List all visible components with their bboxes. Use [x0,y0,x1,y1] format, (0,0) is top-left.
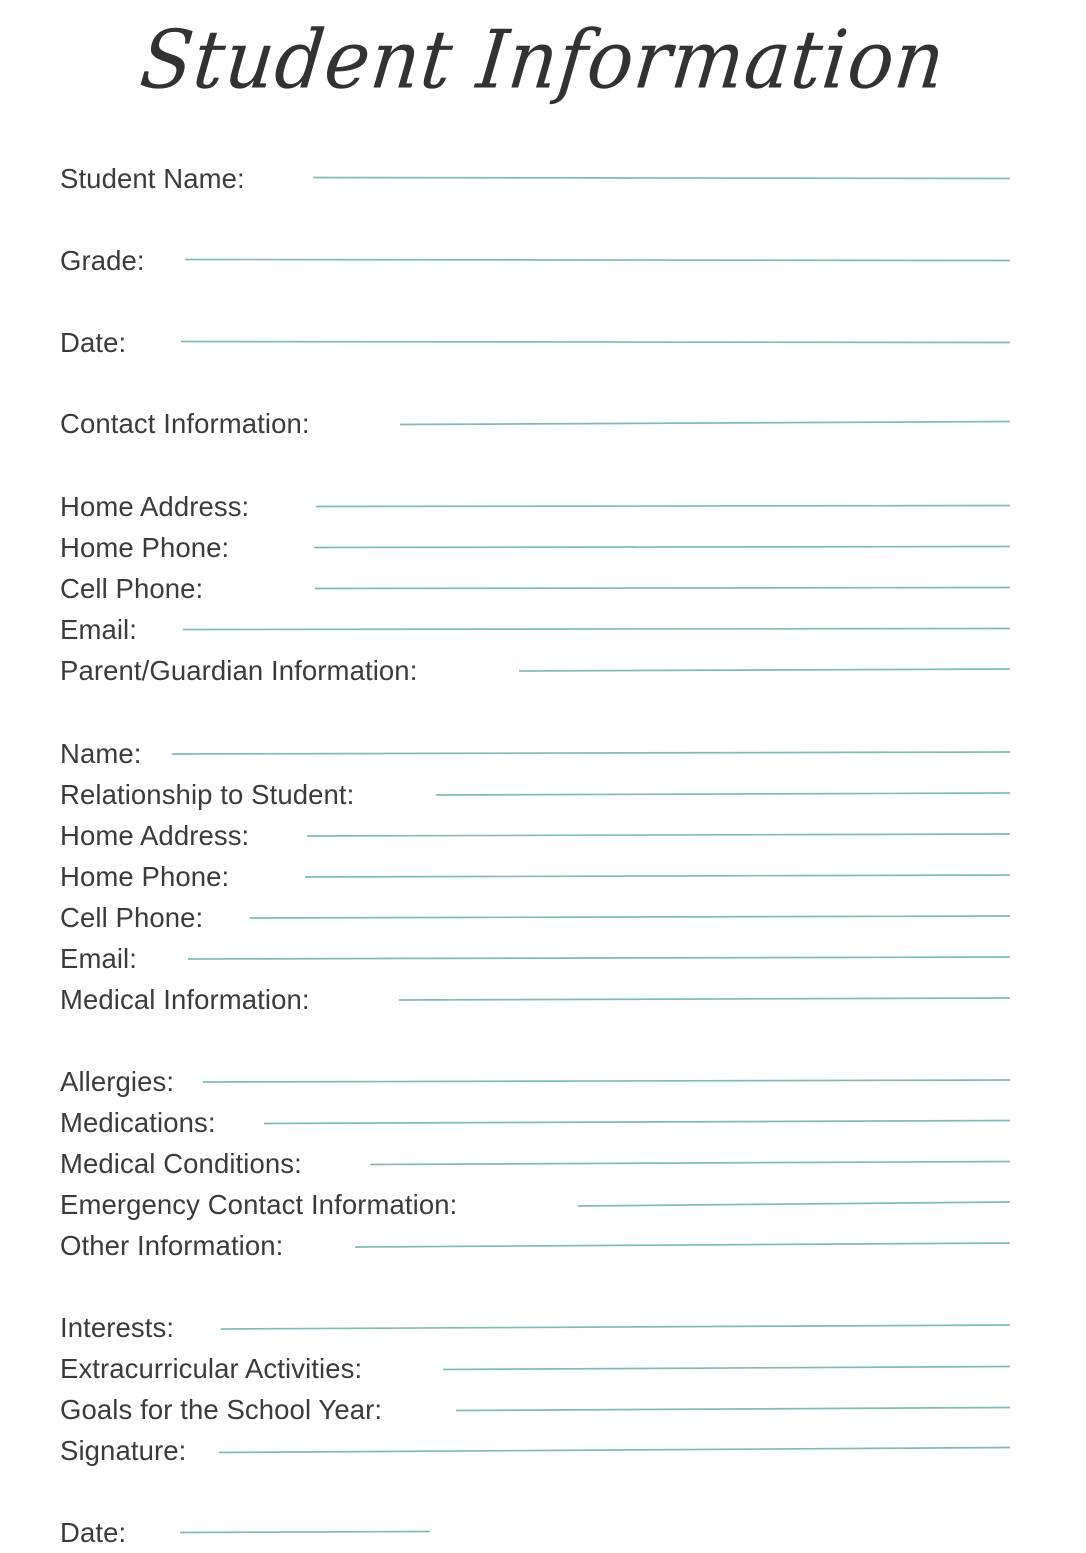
field-label: Cell Phone: [60,902,204,933]
form-row [60,640,1010,686]
field-write-line[interactable] [578,1174,1010,1214]
write-line-graphic [578,1198,1010,1210]
write-line-graphic [456,1403,1010,1415]
field-write-line[interactable] [188,928,1010,968]
field-label: Relationship to Student: [60,779,355,810]
field-label: Goals for the School Year: [60,1394,383,1425]
field-label: Home Address: [60,820,250,851]
field-write-line[interactable] [183,599,1010,639]
field-label: Name: [60,738,142,769]
field-label: Email: [60,614,138,645]
page-title: Student Information [136,12,950,107]
write-line-graphic [313,172,1010,184]
field-label: Medical Information: [60,984,310,1015]
form-row [60,230,1010,276]
write-line-graphic [219,1444,1010,1456]
field-write-line[interactable] [436,764,1010,804]
form-row [60,1133,1010,1179]
write-line-graphic [185,254,1010,266]
field-write-line[interactable] [456,1379,1010,1419]
form-row [60,928,1010,974]
form-row [60,476,1010,522]
field-write-line[interactable] [264,1092,1010,1132]
field-write-line[interactable] [370,1133,1010,1173]
field-write-line[interactable] [399,969,1010,1009]
field-label: Other Information: [60,1230,284,1261]
form-row [60,723,1010,769]
form-row [60,1174,1010,1220]
field-label: Allergies: [60,1066,175,1097]
field-label: Emergency Contact Information: [60,1189,458,1220]
write-line-graphic [519,664,1010,676]
field-label: Date: [60,1517,127,1548]
form-row [60,148,1010,194]
field-label: Contact Information: [60,408,310,439]
field-write-line[interactable] [203,1051,1010,1091]
form-row [60,805,1010,851]
field-write-line[interactable] [400,393,1010,433]
write-line-graphic [172,747,1010,759]
write-line-graphic [181,336,1010,348]
field-label: Date: [60,327,127,358]
form-row [60,393,1010,439]
field-label: Email: [60,943,138,974]
field-label: Extracurricular Activities: [60,1353,363,1384]
write-line-graphic [183,623,1010,635]
form-row [60,517,1010,563]
form-row [60,599,1010,645]
form-row [60,1215,1010,1261]
field-write-line[interactable] [305,846,1010,886]
field-write-line[interactable] [443,1338,1010,1378]
form-row [60,887,1010,933]
field-write-line[interactable] [519,640,1010,680]
field-write-line[interactable] [172,723,1010,763]
form-row [60,1502,430,1548]
field-write-line[interactable] [181,312,1010,352]
form-row [60,1051,1010,1097]
form-row [60,1420,1010,1466]
field-write-line[interactable] [219,1420,1010,1460]
field-label: Cell Phone: [60,573,204,604]
field-write-line[interactable] [316,476,1010,516]
write-line-graphic [315,582,1010,594]
write-line-graphic [316,500,1010,512]
form-row [60,1092,1010,1138]
write-line-graphic [203,1075,1010,1087]
write-line-graphic [400,417,1010,429]
form-row [60,846,1010,892]
write-line-graphic [250,911,1010,923]
form-row [60,558,1010,604]
field-write-line[interactable] [180,1502,430,1542]
write-line-graphic [264,1116,1010,1128]
field-label: Interests: [60,1312,175,1343]
field-label: Medications: [60,1107,216,1138]
field-label: Grade: [60,245,145,276]
write-line-graphic [180,1526,430,1538]
write-line-graphic [188,952,1010,964]
form-row [60,312,1010,358]
field-label: Home Address: [60,491,250,522]
write-line-graphic [370,1157,1010,1169]
form-row [60,1297,1010,1343]
field-label: Home Phone: [60,861,230,892]
write-line-graphic [436,788,1010,800]
form-row [60,1379,1010,1425]
write-line-graphic [221,1321,1010,1333]
field-write-line[interactable] [313,148,1010,188]
field-write-line[interactable] [221,1297,1010,1337]
write-line-graphic [314,541,1010,553]
field-write-line[interactable] [307,805,1010,845]
field-label: Home Phone: [60,532,230,563]
write-line-graphic [399,993,1010,1005]
field-label: Parent/Guardian Information: [60,655,418,686]
write-line-graphic [307,829,1010,841]
form-row [60,764,1010,810]
field-write-line[interactable] [314,517,1010,557]
field-label: Student Name: [60,163,245,194]
form-row [60,1338,1010,1384]
form-row [60,969,1010,1015]
field-write-line[interactable] [355,1215,1010,1255]
field-write-line[interactable] [185,230,1010,270]
write-line-graphic [355,1239,1010,1251]
write-line-graphic [443,1362,1010,1374]
field-write-line[interactable] [250,887,1010,927]
field-label: Medical Conditions: [60,1148,302,1179]
write-line-graphic [305,870,1010,882]
field-label: Signature: [60,1435,187,1466]
field-write-line[interactable] [315,558,1010,598]
